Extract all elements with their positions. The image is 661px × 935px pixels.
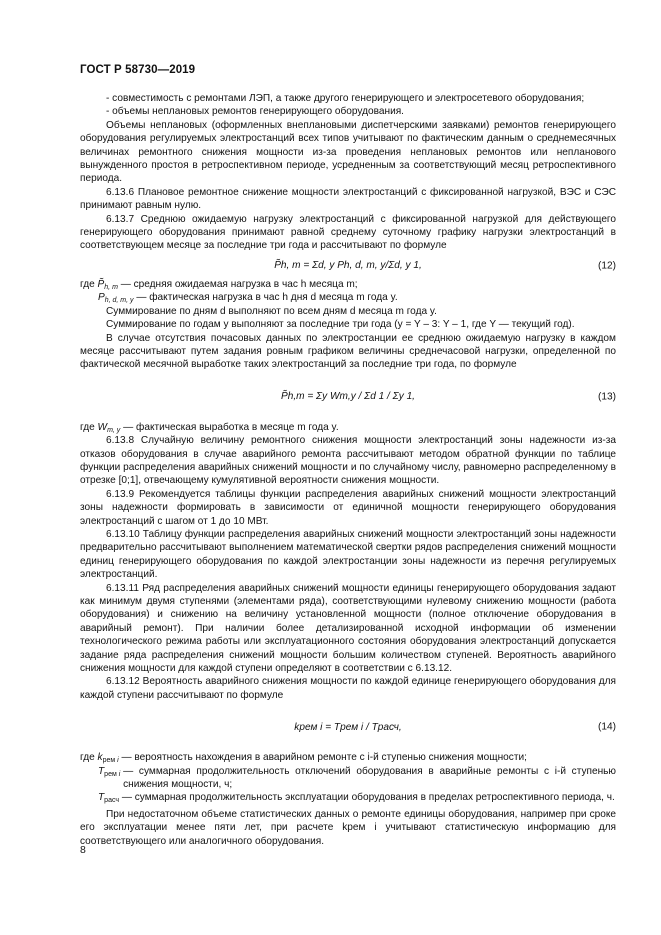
paragraph: Объемы неплановых (оформленных внеплановыми диспетчерскими заявками) ремонтов генерирующего оборудования регулируемых электростанций всех типов учитывают по фактическим данным о среднемесячных величинах ремонтного снижения мощности из-за проведения неплановых ремонтов или непланового вынужденного простоя в ретроспективном периоде, усредненным за соответствующий месяц ретроспективного периода. — [80, 119, 616, 185]
paragraph-6-13-10: 6.13.10 Таблицу функции распределения аварийных снижений мощности электростанций зоны надежности предварительно рассчитывают выполнением математической свертки рядов распределения снижений мощности единиц генерирующего оборудования по каждой электростанции зоны надежности из перечня регулируемых электростанций. — [80, 528, 616, 581]
definition-desc: — вероятность нахождения в аварийном ремонте с i-й ступенью снижения мощности; — [121, 752, 527, 764]
paragraph: - объемы неплановых ремонтов генерирующего оборудования. — [106, 106, 404, 118]
formula-14 — [80, 704, 616, 750]
paragraph-6-13-7: 6.13.7 Среднюю ожидаемую нагрузку электростанций с фиксированной нагрузкой для действующего генерирующего оборудования принимают равной среднему суточному графику нагрузки электростанций в соответствующем месяце за последние три года и рассчитывают по формуле — [80, 213, 616, 252]
paragraph-6-13-9: 6.13.9 Рекомендуется таблицы функции распределения аварийных снижений мощности электростанций зоны надежности формировать в зависимости от единичной мощности генерирующего оборудования электростанций с шагом от 1 до 10 МВт. — [80, 488, 616, 527]
paragraph: Суммирование по дням d выполняют по всем дням d месяца m года y. — [106, 305, 437, 317]
paragraph-6-13-12: 6.13.12 Вероятность аварийного снижения мощности по каждой единице генерирующего оборудования для каждой ступени рассчитывают по формуле — [80, 676, 616, 701]
definition-term: где $W_{m, y}$ — [80, 421, 121, 434]
formula-14-number: (14) — [598, 721, 616, 733]
formula-12-expression: P̃h, m = Σd, y Ph, d, m, y/Σd, y 1, — [274, 260, 422, 272]
definition-term: $T_{рем i}$ — [98, 765, 121, 778]
definition-desc: — фактическая выработка в месяце m года y. — [123, 421, 339, 433]
formula-13-number: (13) — [598, 391, 616, 403]
paragraph: Суммирование по годам y выполняют за последние три года (y = Y – 3: Y – 1, где Y — текущий год). — [106, 319, 575, 331]
formula-14-expression: kрем i = Tрем i / Tрасч, — [294, 721, 402, 733]
formula-13-definition — [80, 421, 616, 434]
definition-desc: — средняя ожидаемая нагрузка в час h месяца m; — [120, 278, 358, 290]
definition-term: где $k_{рем i}$ — [80, 752, 119, 765]
paragraph-6-13-8: 6.13.8 Случайную величину ремонтного снижения мощности электростанций зоны надежности из-за отказов оборудования в случае аварийного ремонта рассчитывают методом обратной функции по таблице функции распределения аварийных снижений мощности и по случайному числу, равномерно распределенному в отрезке [0;1], отвечающему кумулятивной вероятности снижения мощности. — [80, 435, 616, 487]
doc-body — [80, 92, 616, 848]
formula-12-definitions — [80, 278, 616, 305]
definition-row — [80, 278, 616, 291]
formula-13-expression: P̃h,m = Σy Wm,y / Σd 1 / Σy 1, — [281, 391, 415, 403]
paragraph: В случае отсутствия почасовых данных по электростанции ее среднюю ожидаемую нагрузку в каждом месяце рассчитывают путем задания ровным графиком величины среднечасовой нагрузки, определенной по фактической месячной выработке таких электростанций за последние три года, по формуле — [80, 332, 616, 371]
definition-row — [80, 765, 616, 792]
paragraph-6-13-6: 6.13.6 Плановое ремонтное снижение мощности электростанций с фиксированной нагрузкой, ВЭС и СЭС принимают равным нулю. — [80, 186, 616, 212]
definition-term: $P_{h, d, m, y}$ — [98, 292, 134, 305]
definition-row — [80, 791, 616, 804]
formula-14-definitions — [80, 751, 616, 805]
paragraph: При недостаточном объеме статистических данных о ремонте единицы оборудования, например при сроке его эксплуатации менее пяти лет, при расчете kрем i учитывают статистическую информацию для соответствующего или аналогичного оборудования. — [80, 808, 616, 847]
definition-desc: — суммарная продолжительность эксплуатации оборудования в пределах ретроспективного периода, ч. — [121, 792, 615, 804]
definition-row — [80, 291, 616, 304]
paragraph: - совместимость с ремонтами ЛЭП, а также другого генерирующего и электросетевого оборудования; — [106, 93, 585, 104]
definition-desc: — фактическая нагрузка в час h дня d месяца m года y. — [136, 292, 398, 304]
definition-row — [80, 751, 616, 764]
formula-12-number: (12) — [598, 260, 616, 272]
formula-13 — [80, 374, 616, 420]
paragraph-6-13-11: 6.13.11 Ряд распределения аварийных снижений мощности единицы генерирующего оборудования задают как минимум двумя ступенями (элементами ряда), соответствующими нулевому снижению мощности (работа оборудования) и снижению на величину установленной мощности (полное отключение оборудования в аварийный ремонт). При наличии более детализированной исходной информации об изменении технологического режима работы или эксплуатационного состояния оборудования электростанций допускается задание ряда распределения снижений мощности большим количеством ступеней. Вероятность аварийного снижения мощности для каждой ступени определяют в соответствии с 6.13.12. — [80, 582, 616, 675]
formula-12 — [80, 255, 616, 277]
doc-header: ГОСТ Р 58730—2019 — [80, 64, 196, 76]
page-number: 8 — [80, 844, 86, 856]
definition-term: $T_{расч}$ — [98, 792, 120, 805]
definition-desc: — суммарная продолжительность отключений оборудования в аварийные ремонты с i-й ступенью снижения мощности, ч; — [123, 765, 616, 791]
definition-term: где $P̃_{h, m}$ — [80, 278, 118, 291]
